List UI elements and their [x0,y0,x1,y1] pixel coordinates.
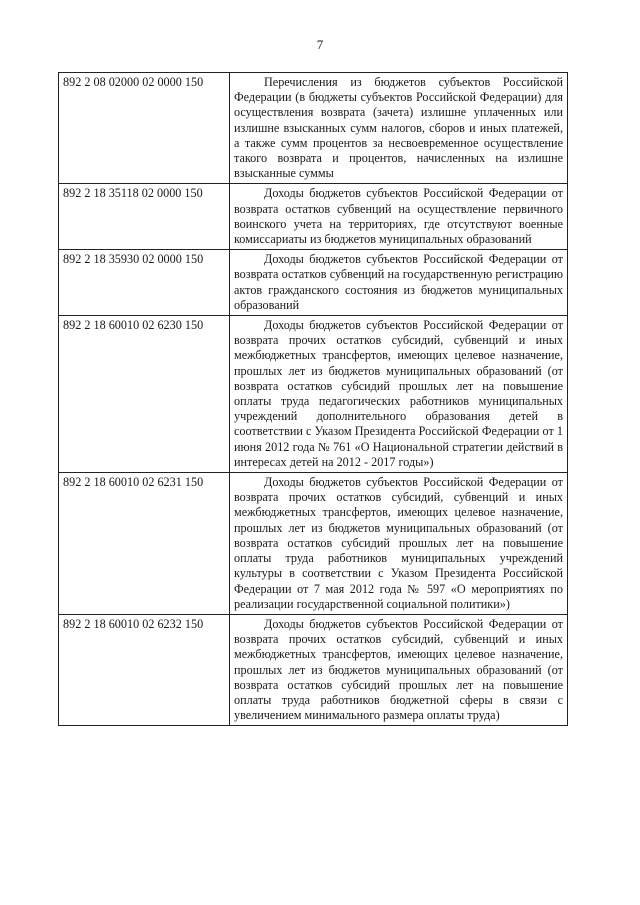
table-row [59,614,568,725]
table-row [59,184,568,250]
table-row [59,473,568,615]
budget-code-cell: 892 2 18 60010 02 6231 150 [59,473,230,615]
income-description-cell: Доходы бюджетов субъектов Российской Федерации от возврата прочих остатков субсидий, субвенций и иных межбюджетных трансфертов, имеющих целевое назначение, прошлых лет из бюджетов муниципальных образований (от возврата остатков субсидий прошлых лет на повышение оплаты труда педагогических работников муниципальных учреждений дополнительного образования детей в соответствии с Указом Президента Российской Федерации от 1 июня 2012 года № 761 «О Национальной стратегии действий в интересах детей на 2012 - 2017 годы») [230,316,568,473]
budget-code-cell: 892 2 18 60010 02 6232 150 [59,614,230,725]
budget-code-cell: 892 2 18 35930 02 0000 150 [59,250,230,316]
budget-code-cell: 892 2 18 35118 02 0000 150 [59,184,230,250]
income-description-cell: Перечисления из бюджетов субъектов Российской Федерации (в бюджеты субъектов Российской Федерации) для осуществления возврата (зачета) излишне уплаченных или излишне взысканных сумм налогов, сборов и иных платежей, а также сумм процентов за несвоевременное осуществление такого возврата и процентов, начисленных на излишне взысканные суммы [230,73,568,184]
income-description-cell: Доходы бюджетов субъектов Российской Федерации от возврата остатков субвенций на осуществление первичного воинского учета на территориях, где отсутствуют военные комиссариаты из бюджетов муниципальных образований [230,184,568,250]
income-description-cell: Доходы бюджетов субъектов Российской Федерации от возврата остатков субвенций на государственную регистрацию актов гражданского состояния из бюджетов муниципальных образований [230,250,568,316]
page-number: 7 [316,37,324,52]
income-description-cell: Доходы бюджетов субъектов Российской Федерации от возврата прочих остатков субсидий, субвенций и иных межбюджетных трансфертов, имеющих целевое назначение, прошлых лет из бюджетов муниципальных образований (от возврата остатков субсидий прошлых лет на повышение оплаты труда работников муниципальных учреждений культуры в соответствии с Указом Президента Российской Федерации от 7 мая 2012 года № 597 «О мероприятиях по реализации государственной социальной политики») [230,473,568,615]
budget-codes-table [58,72,568,726]
budget-code-cell: 892 2 08 02000 02 0000 150 [59,73,230,184]
table-row [59,250,568,316]
table-row [59,316,568,473]
budget-code-cell: 892 2 18 60010 02 6230 150 [59,316,230,473]
table-row [59,73,568,184]
income-description-cell: Доходы бюджетов субъектов Российской Федерации от возврата прочих остатков субсидий, субвенций и иных межбюджетных трансфертов, имеющих целевое назначение, прошлых лет из бюджетов муниципальных образований (от возврата остатков субсидий прошлых лет на повышение оплаты труда работников бюджетной сферы в связи с увеличением минимального размера оплаты труда) [230,614,568,725]
